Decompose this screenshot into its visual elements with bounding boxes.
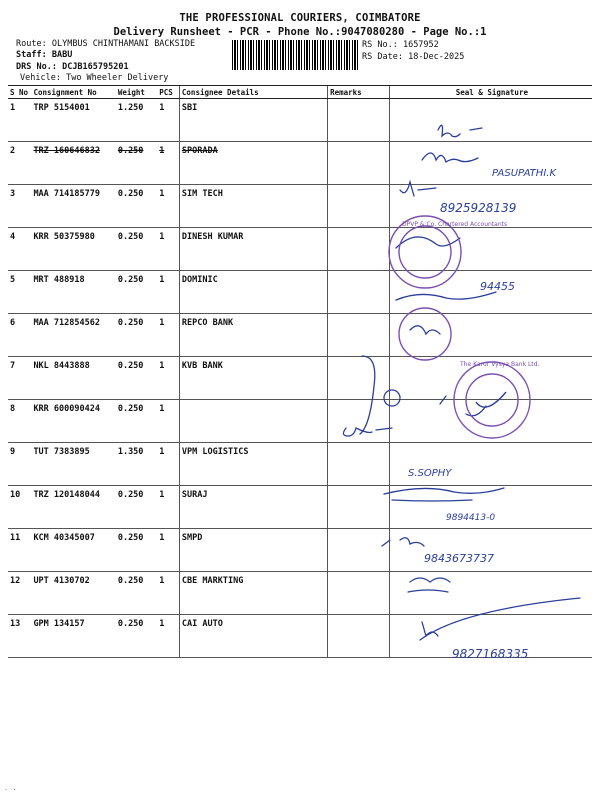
cell-remarks bbox=[328, 271, 390, 314]
drs-line bbox=[16, 62, 129, 72]
cell-consignment: MRT 488918 bbox=[31, 271, 115, 314]
handwritten-row10: 9894413-0 bbox=[446, 513, 496, 523]
cell-consignee: SURAJ bbox=[179, 486, 327, 529]
handwritten-row5: 94455 bbox=[480, 280, 515, 293]
cell-consignment: KCM 40345007 bbox=[31, 529, 115, 572]
drs-label: DRS No.: bbox=[16, 62, 57, 72]
col-consignee: Consignee Details bbox=[179, 86, 327, 99]
cell-sno: 6 bbox=[8, 314, 31, 357]
cell-consignee: SMPD bbox=[179, 529, 327, 572]
cell-consignment: UPT 4130702 bbox=[31, 572, 115, 615]
rs-date-value: 18-Dec-2025 bbox=[408, 52, 465, 62]
cell-consignee: SIM TECH bbox=[179, 185, 327, 228]
table-row bbox=[8, 400, 592, 443]
col-pcs: PCS bbox=[157, 86, 179, 99]
rs-date-line bbox=[362, 52, 464, 62]
cell-remarks bbox=[328, 357, 390, 400]
table-row bbox=[8, 228, 592, 271]
cell-pcs: 1 bbox=[157, 572, 179, 615]
table-row bbox=[8, 443, 592, 486]
cell-weight: 0.250 bbox=[116, 357, 157, 400]
col-sno: S No bbox=[8, 86, 31, 99]
rs-no-value: 1657952 bbox=[402, 40, 439, 50]
cell-remarks bbox=[328, 142, 390, 185]
table-header-row bbox=[8, 86, 592, 99]
cell-pcs: 1 bbox=[157, 228, 179, 271]
staff-value: BABU bbox=[51, 50, 73, 60]
cell-weight: 1.350 bbox=[116, 443, 157, 486]
cell-pcs: 1 bbox=[157, 185, 179, 228]
cell-consignee: KVB BANK bbox=[179, 357, 327, 400]
cell-remarks bbox=[328, 443, 390, 486]
cell-consignee: SPORADA bbox=[179, 142, 327, 185]
rs-no-line bbox=[362, 40, 439, 50]
cell-sno: 8 bbox=[8, 400, 31, 443]
cell-sno: 2 bbox=[8, 142, 31, 185]
cell-remarks bbox=[328, 400, 390, 443]
cell-remarks bbox=[328, 99, 390, 142]
table-row bbox=[8, 185, 592, 228]
staff-line bbox=[16, 50, 72, 60]
handwritten-row11: 9843673737 bbox=[424, 552, 494, 565]
cell-sno: 13 bbox=[8, 615, 31, 658]
cell-weight: 0.250 bbox=[116, 615, 157, 658]
cell-sno: 12 bbox=[8, 572, 31, 615]
cell-weight: 0.250 bbox=[116, 142, 157, 185]
cell-weight: 0.250 bbox=[116, 486, 157, 529]
cell-seal-signature bbox=[389, 486, 592, 529]
cell-consignee bbox=[179, 400, 327, 443]
handwritten-row9: S.SOPHY bbox=[408, 468, 452, 479]
cell-seal-signature bbox=[389, 314, 592, 357]
cell-weight: 0.250 bbox=[116, 185, 157, 228]
cell-weight: 0.250 bbox=[116, 271, 157, 314]
cell-pcs: 1 bbox=[157, 357, 179, 400]
cell-seal-signature bbox=[389, 185, 592, 228]
cell-remarks bbox=[328, 572, 390, 615]
cell-pcs: 1 bbox=[157, 615, 179, 658]
cell-consignment: MAA 712854562 bbox=[31, 314, 115, 357]
cell-weight: 0.250 bbox=[116, 400, 157, 443]
table-row bbox=[8, 357, 592, 400]
cell-consignment: KRR 600090424 bbox=[31, 400, 115, 443]
cell-consignment: MAA 714185779 bbox=[31, 185, 115, 228]
col-consignment: Consignment No bbox=[31, 86, 115, 99]
route-line bbox=[16, 39, 195, 49]
cell-weight: 1.250 bbox=[116, 99, 157, 142]
vehicle-label: Vehicle: bbox=[20, 73, 61, 83]
staff-label: Staff: bbox=[16, 50, 47, 60]
cell-seal-signature bbox=[389, 271, 592, 314]
cell-remarks bbox=[328, 529, 390, 572]
col-seal-signature: Seal & Signature bbox=[389, 86, 592, 99]
footer-scan-marks: · · bbox=[4, 786, 17, 794]
cell-sno: 9 bbox=[8, 443, 31, 486]
cell-seal-signature bbox=[389, 400, 592, 443]
vehicle-line bbox=[20, 73, 168, 83]
cell-pcs: 1 bbox=[157, 486, 179, 529]
route-label: Route: bbox=[16, 39, 47, 49]
cell-consignee: DINESH KUMAR bbox=[179, 228, 327, 271]
cell-weight: 0.250 bbox=[116, 529, 157, 572]
cell-pcs: 1 bbox=[157, 443, 179, 486]
rs-date-label: RS Date: bbox=[362, 52, 403, 62]
barcode-image bbox=[232, 40, 358, 70]
cell-weight: 0.250 bbox=[116, 228, 157, 271]
table-row bbox=[8, 271, 592, 314]
cell-consignment: GPM 134157 bbox=[31, 615, 115, 658]
table-row bbox=[8, 99, 592, 142]
cell-sno: 10 bbox=[8, 486, 31, 529]
cell-consignee: DOMINIC bbox=[179, 271, 327, 314]
table-row bbox=[8, 572, 592, 615]
table-row bbox=[8, 314, 592, 357]
col-weight: Weight bbox=[116, 86, 157, 99]
handwritten-row3: 8925928139 bbox=[440, 201, 517, 215]
vehicle-value: Two Wheeler Delivery bbox=[66, 73, 169, 83]
table-row bbox=[8, 486, 592, 529]
cell-consignee: SBI bbox=[179, 99, 327, 142]
col-remarks: Remarks bbox=[328, 86, 390, 99]
cell-consignee: VPM LOGISTICS bbox=[179, 443, 327, 486]
cell-sno: 5 bbox=[8, 271, 31, 314]
cell-pcs: 1 bbox=[157, 271, 179, 314]
cell-consignment: KRR 50375980 bbox=[31, 228, 115, 271]
cell-sno: 7 bbox=[8, 357, 31, 400]
cell-pcs: 1 bbox=[157, 314, 179, 357]
drs-value: DCJB165795201 bbox=[62, 62, 129, 72]
cell-consignment: NKL 8443888 bbox=[31, 357, 115, 400]
cell-pcs: 1 bbox=[157, 400, 179, 443]
cell-pcs: 1 bbox=[157, 99, 179, 142]
delivery-table bbox=[8, 85, 592, 658]
cell-seal-signature bbox=[389, 357, 592, 400]
rs-no-label: RS No.: bbox=[362, 40, 398, 50]
cell-consignment: TRP 5154001 bbox=[31, 99, 115, 142]
cell-seal-signature bbox=[389, 443, 592, 486]
stamp-text-1: DPVP & Co. Chartered Accountants bbox=[402, 221, 508, 228]
cell-weight: 0.250 bbox=[116, 572, 157, 615]
table-row bbox=[8, 529, 592, 572]
stamp-text-2: The Karur Vysya Bank Ltd. bbox=[460, 361, 540, 368]
cell-pcs: 1 bbox=[157, 142, 179, 185]
cell-sno: 1 bbox=[8, 99, 31, 142]
cell-seal-signature bbox=[389, 228, 592, 271]
cell-remarks bbox=[328, 486, 390, 529]
cell-seal-signature bbox=[389, 99, 592, 142]
cell-weight: 0.250 bbox=[116, 314, 157, 357]
cell-consignment: TRZ 120148044 bbox=[31, 486, 115, 529]
cell-remarks bbox=[328, 314, 390, 357]
cell-seal-signature bbox=[389, 572, 592, 615]
company-title: THE PROFESSIONAL COURIERS, COIMBATORE bbox=[179, 12, 421, 24]
cell-seal-signature bbox=[389, 615, 592, 658]
handwritten-row2: PASUPATHI.K bbox=[492, 168, 556, 179]
cell-sno: 3 bbox=[8, 185, 31, 228]
runsheet-subtitle: Delivery Runsheet - PCR - Phone No.:9047080280 - Page No.:1 bbox=[113, 26, 487, 38]
cell-remarks bbox=[328, 228, 390, 271]
cell-sno: 4 bbox=[8, 228, 31, 271]
cell-remarks bbox=[328, 185, 390, 228]
cell-consignee: REPCO BANK bbox=[179, 314, 327, 357]
cell-consignee: CBE MARKTING bbox=[179, 572, 327, 615]
cell-consignment: TRZ 160646832 bbox=[31, 142, 115, 185]
cell-pcs: 1 bbox=[157, 529, 179, 572]
cell-sno: 11 bbox=[8, 529, 31, 572]
cell-seal-signature bbox=[389, 142, 592, 185]
cell-remarks bbox=[328, 615, 390, 658]
table-row bbox=[8, 615, 592, 658]
table-row bbox=[8, 142, 592, 185]
cell-consignee: CAI AUTO bbox=[179, 615, 327, 658]
handwritten-row13: 9827168335 bbox=[452, 647, 529, 661]
cell-consignment: TUT 7383895 bbox=[31, 443, 115, 486]
cell-seal-signature bbox=[389, 529, 592, 572]
route-value: OLYMBUS CHINTHAMANI BACKSIDE bbox=[51, 39, 196, 49]
